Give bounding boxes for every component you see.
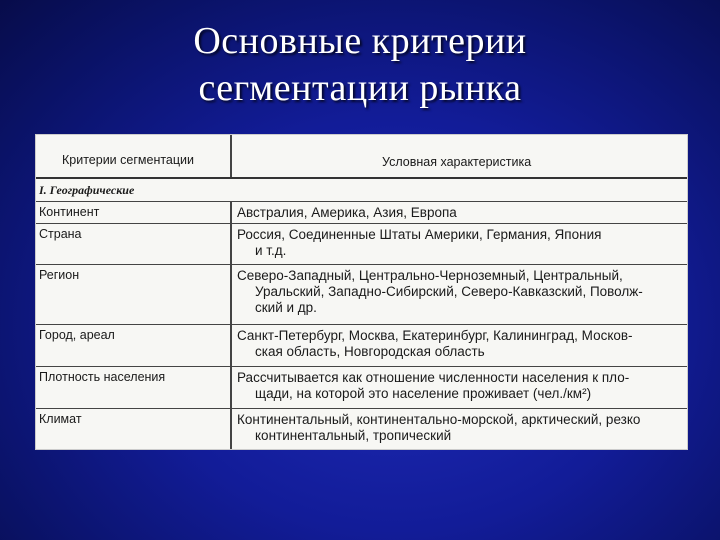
characteristic-line: ская область, Новгородская область: [255, 344, 485, 359]
section-geographic: I. Географические: [36, 179, 687, 202]
header-characteristic: Условная характеристика: [382, 155, 532, 169]
characteristic-line: щади, на которой это население проживает (чел./км²): [255, 386, 592, 401]
criterion-cell: Страна: [36, 224, 232, 264]
criterion-cell: Город, ареал: [36, 325, 232, 366]
criterion-cell: Плотность населения: [36, 367, 232, 408]
title-line-1: Основные критерии: [193, 20, 527, 62]
header-criteria: Критерии сегментации: [36, 135, 232, 177]
table-row-region: [36, 265, 687, 325]
table-row-country: [36, 224, 687, 265]
slide-title: [0, 18, 720, 112]
characteristic-cell: [232, 325, 687, 366]
characteristic-line: Континентальный, континентально-морской, арктический, резко: [237, 412, 641, 427]
table-header-row: [36, 135, 687, 179]
characteristic-line: Уральский, Западно-Сибирский, Северо-Кавказский, Поволж-: [255, 284, 643, 299]
characteristic-line: Россия, Соединенные Штаты Америки, Германия, Япония: [237, 227, 602, 242]
table-row-climate: [36, 409, 687, 450]
table-row-continent: [36, 202, 687, 224]
characteristic-cell: [232, 409, 687, 450]
characteristic-cell: [232, 367, 687, 408]
characteristic-line: Австралия, Америка, Азия, Европа: [237, 205, 457, 220]
characteristic-line: Северо-Западный, Центрально-Черноземный, Центральный,: [237, 268, 623, 283]
characteristic-line: и т.д.: [255, 243, 287, 258]
criterion-cell: Регион: [36, 265, 232, 324]
characteristic-line: Рассчитывается как отношение численности населения к пло-: [237, 370, 630, 385]
criterion-cell: Континент: [36, 202, 232, 223]
characteristic-line: Санкт-Петербург, Москва, Екатеринбург, Калининград, Москов-: [237, 328, 633, 343]
characteristic-line: континентальный, тропический: [255, 428, 452, 443]
characteristic-cell: [232, 224, 687, 264]
table-row-city: [36, 325, 687, 367]
characteristic-cell: [232, 202, 687, 223]
characteristic-line: ский и др.: [255, 300, 317, 315]
characteristic-cell: [232, 265, 687, 324]
table-row-density: [36, 367, 687, 409]
criterion-cell: Климат: [36, 409, 232, 450]
segmentation-table: [35, 134, 688, 450]
title-line-2: сегментации рынка: [198, 67, 522, 109]
